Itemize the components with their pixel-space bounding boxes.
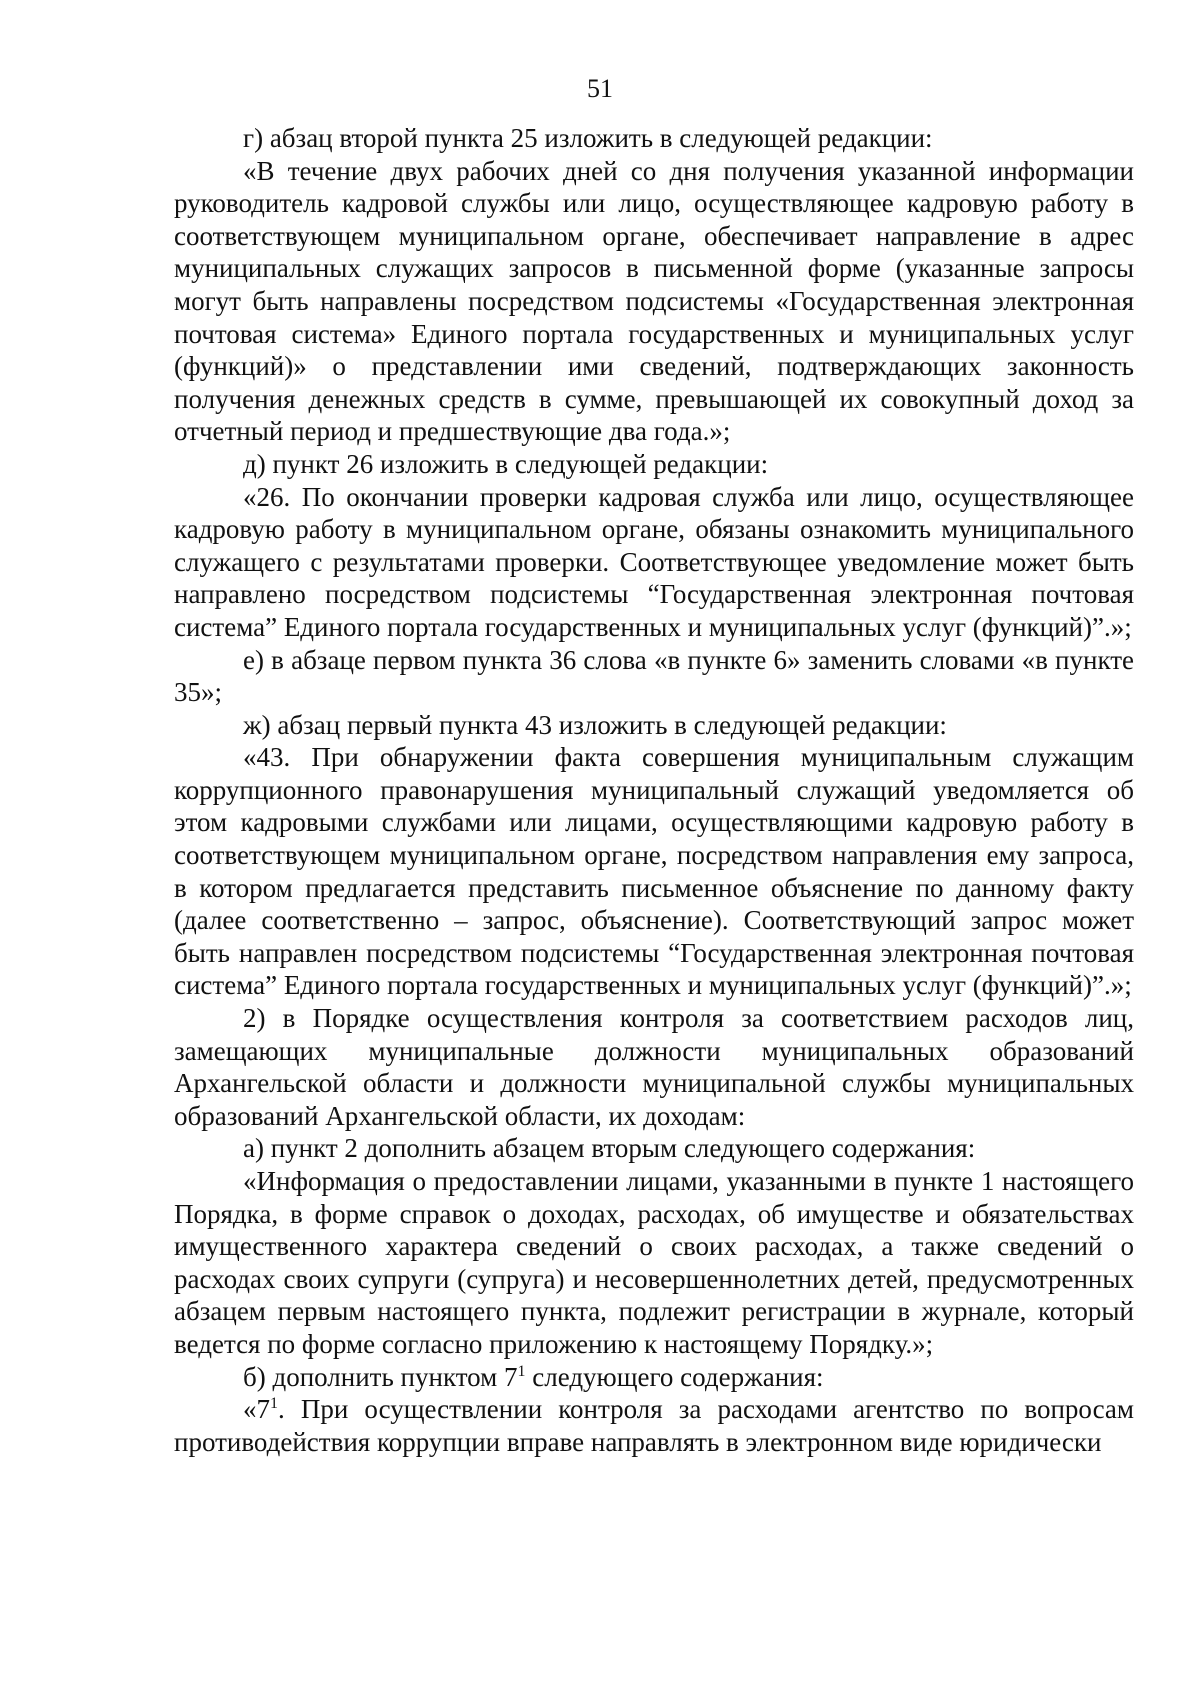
- document-body: [174, 122, 1134, 1458]
- paragraph-26-text: «26. По окончании проверки кадровая служба или лицо, осуществляющее кадровую работу в муниципальном органе, обязаны ознакомить муниципального служащего с результатами проверки. Соответствующее уведомление может быть направлено посредством подсистемы “Государственная электронная почтовая система” Единого портала государственных и муниципальных услуг (функций)”.»;: [174, 481, 1134, 642]
- para-b-after: следующего содержания:: [525, 1361, 824, 1392]
- paragraph-d-heading: д) пункт 26 изложить в следующей редакции:: [243, 448, 769, 479]
- para-7-before: «7: [243, 1394, 270, 1425]
- para-b-superscript: 1: [517, 1362, 526, 1380]
- paragraph-a-text: «Информация о предоставлении лицами, указанными в пункте 1 настоящего Порядка, в форме справок о доходах, расходах, об имуществе и обязательствах имущественного характера сведений о своих расходах, а также сведений о расходах своих супруги (супруга) и несовершеннолетних детей, предусмотренных абзацем первым настоящего пункта, подлежит регистрации в журнале, который ведется по форме согласно приложению к настоящему Порядку.»;: [174, 1166, 1134, 1359]
- paragraph-zh-heading: ж) абзац первый пункта 43 изложить в следующей редакции:: [243, 709, 947, 740]
- para-7-superscript: 1: [270, 1395, 278, 1413]
- paragraph-e: е) в абзаце первом пункта 36 слова «в пункте 6» заменить словами «в пункте 35»;: [174, 644, 1134, 708]
- page-number: 51: [587, 74, 613, 103]
- paragraph-43-text: «43. При обнаружении факта совершения муниципальным служащим коррупционного правонарушения муниципальный служащий уведомляется об этом кадровыми службами или лицами, осуществляющими кадровую работу в соответствующем муниципальном органе, посредством направления ему запроса, в котором предлагается представить письменное объяснение по данному факту (далее соответственно – запрос, объяснение). Соответствующий запрос может быть направлен посредством подсистемы “Государственная электронная почтовая система” Единого портала государственных и муниципальных услуг (функций)”.»;: [174, 742, 1134, 1001]
- paragraph-2-intro: 2) в Порядке осуществления контроля за соответствием расходов лиц, замещающих муниципальные должности муниципальных образований Архангельской области и должности муниципальной службы муниципальных образований Архангельской области, их доходам:: [174, 1003, 1134, 1131]
- para-7-after: . При осуществлении контроля за расходами агентство по вопросам противодействия коррупции вправе направлять в электронном виде юридически: [174, 1394, 1134, 1457]
- paragraph-a-heading: а) пункт 2 дополнить абзацем вторым следующего содержания:: [243, 1133, 976, 1164]
- paragraph-g-heading: г) абзац второй пункта 25 изложить в следующей редакции:: [243, 123, 933, 153]
- paragraph-7-1-text: [174, 1393, 1134, 1458]
- paragraph-g-text: «В течение двух рабочих дней со дня получения указанной информации руководитель кадровой службы или лицо, осуществляющее кадровую работу в соответствующем муниципальном органе, обеспечивает направление в адрес муниципальных служащих запросов в письменной форме (указанные запросы могут быть направлены посредством подсистемы «Государственная электронная почтовая система» Единого портала государственных и муниципальных услуг (функций)» о представлении ими сведений, подтверждающих законность получения денежных средств в сумме, превышающей их совокупный доход за отчетный период и предшествующие два года.»;: [174, 155, 1134, 447]
- paragraph-b-heading: [174, 1361, 1134, 1394]
- para-b-before: б) дополнить пунктом 7: [243, 1361, 518, 1392]
